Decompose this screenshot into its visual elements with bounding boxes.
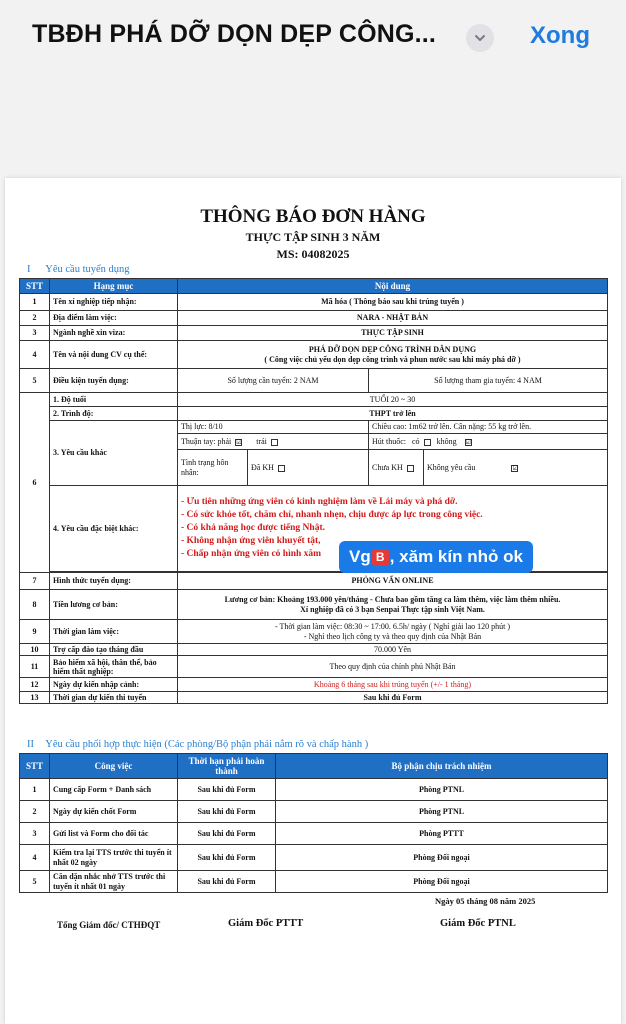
table-row [20, 341, 608, 369]
job-description: ( Công việc chủ yếu dọn dẹp công trình và phun nước sau khi máy phá dỡ ) [264, 354, 521, 364]
row-content [178, 341, 608, 369]
task-name: Gửi list và Form cho đối tác [50, 823, 178, 845]
job-title: PHÁ DỠ DỌN DẸP CÔNG TRÌNH DÂN DỤNG [308, 345, 477, 355]
hand-right-label: phải [217, 436, 232, 446]
marital-single [369, 450, 424, 486]
task-deadline: Sau khi đủ Form [178, 779, 276, 801]
age-value: TUỔI 20 ~ 30 [178, 393, 608, 407]
chevron-down-icon[interactable] [466, 24, 494, 52]
row-item: Trợ cấp đào tạo tháng đầu [50, 644, 178, 656]
row-content: Mã hóa ( Thông báo sau khi trúng tuyển ) [178, 294, 608, 311]
row-item: Tên và nội dung CV cụ thể: [50, 341, 178, 369]
table-row [20, 845, 608, 871]
hand-left-label: trái [256, 436, 267, 446]
row-content: PHỎNG VẤN ONLINE [178, 573, 608, 590]
row-item: Thời gian làm việc: [50, 620, 178, 644]
row-item: Điều kiện tuyển dụng: [50, 369, 178, 393]
document-title: TBĐH PHÁ DỠ DỌN DẸP CÔNG... [32, 20, 437, 48]
sticker-text-post: , xăm kín nhỏ ok [389, 547, 523, 566]
checkbox-empty-icon [271, 439, 278, 446]
row-content: Khoảng 6 tháng sau khi trúng tuyển (+/- 1 tháng) [178, 678, 608, 692]
smoking [369, 434, 608, 450]
row-stt: 9 [20, 620, 50, 644]
height-weight: Chiều cao: 1m62 trở lên. Cân nặng: 55 kg trở lên. [369, 421, 608, 434]
participant-count: Số lượng tham gia tuyển: 4 NAM [369, 369, 608, 393]
table-row [20, 573, 608, 590]
row-item: Địa điểm làm việc: [50, 311, 178, 326]
row-content: THỰC TẬP SINH [178, 326, 608, 341]
special-req-item: - Có khả năng học được tiếng Nhật. [181, 523, 325, 534]
single-label: Chưa KH [372, 462, 403, 472]
education-label: 2. Trình độ: [50, 407, 178, 421]
row-content: NARA - NHẬT BẢN [178, 311, 608, 326]
age-label: 1. Độ tuổi [50, 393, 178, 407]
senpai-note: Xí nghiệp đã có 3 bạn Senpai Thực tập sinh Việt Nam. [300, 604, 485, 614]
section-label: Yêu cầu tuyển dụng [45, 264, 130, 275]
document-page [5, 178, 621, 1024]
row-stt: 10 [20, 644, 50, 656]
row-item: Bảo hiểm xã hội, thân thể, bảo hiểm thất nghiệp: [50, 656, 178, 678]
task-dept: Phòng PTTT [276, 823, 608, 845]
table-row [20, 656, 608, 678]
task-deadline: Sau khi đủ Form [178, 823, 276, 845]
task-stt: 1 [20, 779, 50, 801]
task-name: Cung cấp Form + Danh sách [50, 779, 178, 801]
holidays-note: - Nghỉ theo lịch công ty và theo quy định của Nhật Bản [303, 631, 482, 641]
task-stt: 4 [20, 845, 50, 871]
col-deadline: Thời hạn phải hoàn thành [178, 754, 276, 779]
special-req-item: - Có sức khỏe tốt, chăm chỉ, nhanh nhẹn, chịu được áp lực trong công việc. [181, 510, 483, 521]
row-content [178, 590, 608, 620]
top-bar [0, 0, 626, 75]
row-content: Theo quy định của chính phủ Nhật Bản [178, 656, 608, 678]
smoke-no-label: không [436, 436, 457, 446]
checkbox-empty-icon [407, 465, 414, 472]
row-item: Ngành nghề xin viza: [50, 326, 178, 341]
table-row [20, 294, 608, 311]
row-stt: 8 [20, 590, 50, 620]
task-stt: 2 [20, 801, 50, 823]
row-stt: 13 [20, 692, 50, 704]
requirements-table [19, 278, 608, 704]
doc-subtitle: THỰC TẬP SINH 3 NĂM [245, 230, 381, 244]
row-stt: 5 [20, 369, 50, 393]
task-name: Căn dặn nhắc nhở TTS trước thi tuyển ít nhất 01 ngày [50, 871, 178, 893]
row-stt: 11 [20, 656, 50, 678]
table-row [20, 801, 608, 823]
table-row [20, 393, 608, 407]
row-stt: 12 [20, 678, 50, 692]
special-req-label: 4. Yêu cầu đặc biệt khác: [50, 486, 178, 572]
section-number: I [27, 264, 31, 275]
special-req-item: - Chấp nhận ứng viên có hình xăm [181, 548, 322, 559]
row-item: Thời gian dự kiến thi tuyển [50, 692, 178, 704]
checkbox-empty-icon [278, 465, 285, 472]
signature-pttt: Giám Đốc PTTT [228, 918, 304, 929]
task-deadline: Sau khi đủ Form [178, 871, 276, 893]
row-stt: 3 [20, 326, 50, 341]
doc-code: MS: 04082025 [276, 247, 350, 261]
row-content: 70.000 Yên [178, 644, 608, 656]
table-row [20, 407, 608, 421]
married-label: Đã KH [251, 462, 274, 472]
work-hours: - Thời gian làm việc: 08:30 ~ 17:00. 6.5h/ ngày ( Nghỉ giải lao 120 phút ) [274, 622, 511, 632]
table-row [20, 369, 608, 393]
table-row [20, 590, 608, 620]
table-header-row [20, 279, 608, 294]
coordination-table [19, 753, 608, 893]
col-stt: STT [20, 279, 50, 294]
checkbox-empty-icon [424, 439, 431, 446]
row-item: Ngày dự kiến nhập cảnh: [50, 678, 178, 692]
table-row [20, 692, 608, 704]
task-dept: Phòng Đối ngoại [276, 845, 608, 871]
row-item: Tên xí nghiệp tiếp nhận: [50, 294, 178, 311]
marital-label: Tình trạng hôn nhân: [178, 450, 248, 486]
hand-label: Thuận tay: [181, 436, 216, 446]
checkbox-checked-icon: ☑ [465, 439, 471, 446]
table-row [20, 620, 608, 644]
section-label: Yêu cầu phối hợp thực hiện (Các phòng/Bộ phận phải nắm rõ và chấp hành ) [45, 739, 369, 750]
handedness [178, 434, 369, 450]
checkbox-checked-icon: ☑ [236, 439, 242, 446]
row-content [178, 620, 608, 644]
smoke-yes-label: có [412, 436, 420, 446]
table-row [20, 678, 608, 692]
row-stt: 2 [20, 311, 50, 326]
task-name: Kiểm tra lại TTS trước thi tuyển ít nhất 02 ngày [50, 845, 178, 871]
checkbox-checked-icon: ☑ [512, 465, 518, 472]
table-row [20, 823, 608, 845]
row-stt: 4 [20, 341, 50, 369]
col-stt: STT [20, 754, 50, 779]
signature-ptnl: Giám Đốc PTNL [440, 918, 516, 929]
row-item: Hình thức tuyển dụng: [50, 573, 178, 590]
table-row [20, 644, 608, 656]
table-row [20, 871, 608, 893]
salary-text: Lương cơ bản: Khoảng 193.000 yên/tháng - Chưa bao gồm tăng ca làm thêm, việc làm thêm nhiều. [224, 595, 561, 605]
table-row [20, 779, 608, 801]
section-1-heading [27, 264, 130, 275]
task-name: Ngày dự kiến chốt Form [50, 801, 178, 823]
row-content: Sau khi đủ Form [178, 692, 608, 704]
smoke-label: Hút thuốc: [372, 436, 406, 446]
table-row [20, 421, 608, 434]
task-stt: 5 [20, 871, 50, 893]
section-2-heading [27, 739, 368, 750]
doc-date: Ngày 05 tháng 08 năm 2025 [435, 896, 536, 906]
text-sticker[interactable] [339, 541, 533, 573]
special-req-item: - Ưu tiên những ứng viên có kinh nghiệm làm về Lái máy và phá dỡ. [181, 497, 458, 508]
col-task: Công việc [50, 754, 178, 779]
task-deadline: Sau khi đủ Form [178, 845, 276, 871]
marital-married [248, 450, 369, 486]
row-stt: 6 [20, 393, 50, 573]
task-dept: Phòng PTNL [276, 779, 608, 801]
col-content: Nội dung [178, 279, 608, 294]
table-row [20, 311, 608, 326]
doc-title: THÔNG BÁO ĐƠN HÀNG [200, 206, 426, 227]
row-item: Tiền lương cơ bản: [50, 590, 178, 620]
table-header-row [20, 754, 608, 779]
done-button[interactable]: Xong [530, 22, 590, 49]
task-deadline: Sau khi đủ Form [178, 801, 276, 823]
sticker-text-pre: Vg [349, 547, 371, 566]
signature-ceo: Tổng Giám đốc/ CTHĐQT [57, 920, 161, 930]
col-dept: Bộ phận chịu trách nhiệm [276, 754, 608, 779]
marital-none [424, 450, 608, 486]
task-stt: 3 [20, 823, 50, 845]
other-req-label: 3. Yêu cầu khác [50, 421, 178, 486]
row-stt: 1 [20, 294, 50, 311]
bold-b-icon: B [372, 549, 389, 566]
table-row [20, 326, 608, 341]
education-value: THPT trở lên [178, 407, 608, 421]
recruit-count: Số lượng cần tuyển: 2 NAM [178, 369, 369, 393]
no-requirement-label: Không yêu cầu [427, 462, 476, 472]
eyesight: Thị lực: 8/10 [178, 421, 369, 434]
col-item: Hạng mục [50, 279, 178, 294]
section-number: II [27, 739, 34, 750]
row-stt: 7 [20, 573, 50, 590]
task-dept: Phòng Đối ngoại [276, 871, 608, 893]
special-req-item: - Không nhận ứng viên khuyết tật, [181, 535, 321, 546]
task-dept: Phòng PTNL [276, 801, 608, 823]
